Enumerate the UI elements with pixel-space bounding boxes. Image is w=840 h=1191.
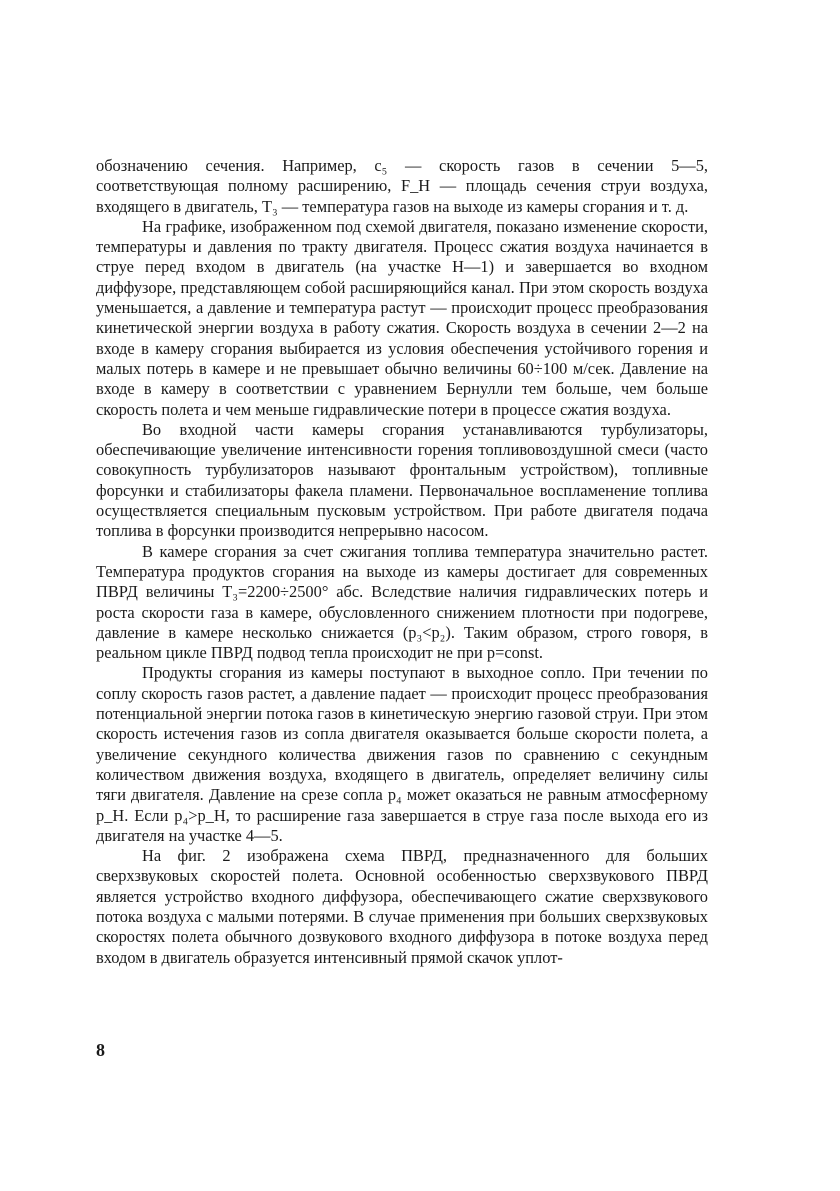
paragraph-4: В камере сгорания за счет сжигания топлива температура значительно растет. Температура продуктов сгорания на выходе из камеры достигает для современных ПВРД величины T₃=2200÷2500° абс. Вследствие наличия гидравлических потерь и роста скорости газа в камере, обусловленного снижением плотности при подогреве, давление в камере несколько снижается (p₃<p₂). Таким образом, строго говоря, в реальном цикле ПВРД подвод тепла происходит не при p=const. [96, 541, 708, 663]
page-number: 8 [96, 1040, 105, 1060]
page-body [96, 156, 708, 968]
paragraph-3: Во входной части камеры сгорания устанавливаются турбулизаторы, обеспечивающие увеличение интенсивности горения топливовоздушной смеси (часто совокупность турбулизаторов называют фронтальным устройством), топливные форсунки и стабилизаторы факела пламени. Первоначальное воспламенение топлива осуществляется специальным пусковым устройством. При работе двигателя подача топлива в форсунки производится непрерывно насосом. [96, 419, 708, 541]
paragraph-6: На фиг. 2 изображена схема ПВРД, предназначенного для больших сверхзвуковых скоростей полета. Основной особенностью сверхзвукового ПВРД является устройство входного диффузора, обеспечивающего сжатие сверхзвукового потока воздуха с малыми потерями. В случае применения при больших сверхзвуковых скоростях полета обычного дозвукового входного диффузора в потоке воздуха перед входом в двигатель образуется интенсивный прямой скачок уплот- [96, 846, 708, 967]
paragraph-2: На графике, изображенном под схемой двигателя, показано изменение скорости, температуры и давления по тракту двигателя. Процесс сжатия воздуха начинается в струе перед входом в двигатель (на участке H—1) и завершается во входном диффузоре, представляющем собой расширяющийся канал. При этом скорость воздуха уменьшается, а давление и температура растут — происходит процесс преобразования кинетической энергии воздуха в работу сжатия. Скорость воздуха в сечении 2—2 на входе в камеру сгорания выбирается из условия обеспечения устойчивого горения и малых потерь в камере и не превышает обычно величины 60÷100 м/сек. Давление на входе в камеру в соответствии с уравнением Бернулли тем больше, чем больше скорость полета и чем меньше гидравлические потери в процессе сжатия воздуха. [96, 216, 708, 419]
paragraph-5: Продукты сгорания из камеры поступают в выходное сопло. При течении по соплу скорость газов растет, а давление падает — происходит процесс преобразования потенциальной энергии потока газов в кинетическую энергию газовой струи. При этом скорость истечения газов из сопла двигателя оказывается больше скорости полета, а увеличение секундного количества движения газов по сравнению с секундным количеством движения воздуха, входящего в двигатель, определяет величину силы тяги двигателя. Давление на срезе сопла p₄ может оказаться не равным атмосферному p_H. Если p₄>p_H, то расширение газа завершается в струе газа после выхода его из двигателя на участке 4—5. [96, 663, 708, 845]
paragraph-1: обозначению сечения. Например, c₅ — скорость газов в сечении 5—5, соответствующая полному расширению, F_H — площадь сечения струи воздуха, входящего в двигатель, T₃ — температура газов на выходе из камеры сгорания и т. д. [96, 156, 708, 216]
